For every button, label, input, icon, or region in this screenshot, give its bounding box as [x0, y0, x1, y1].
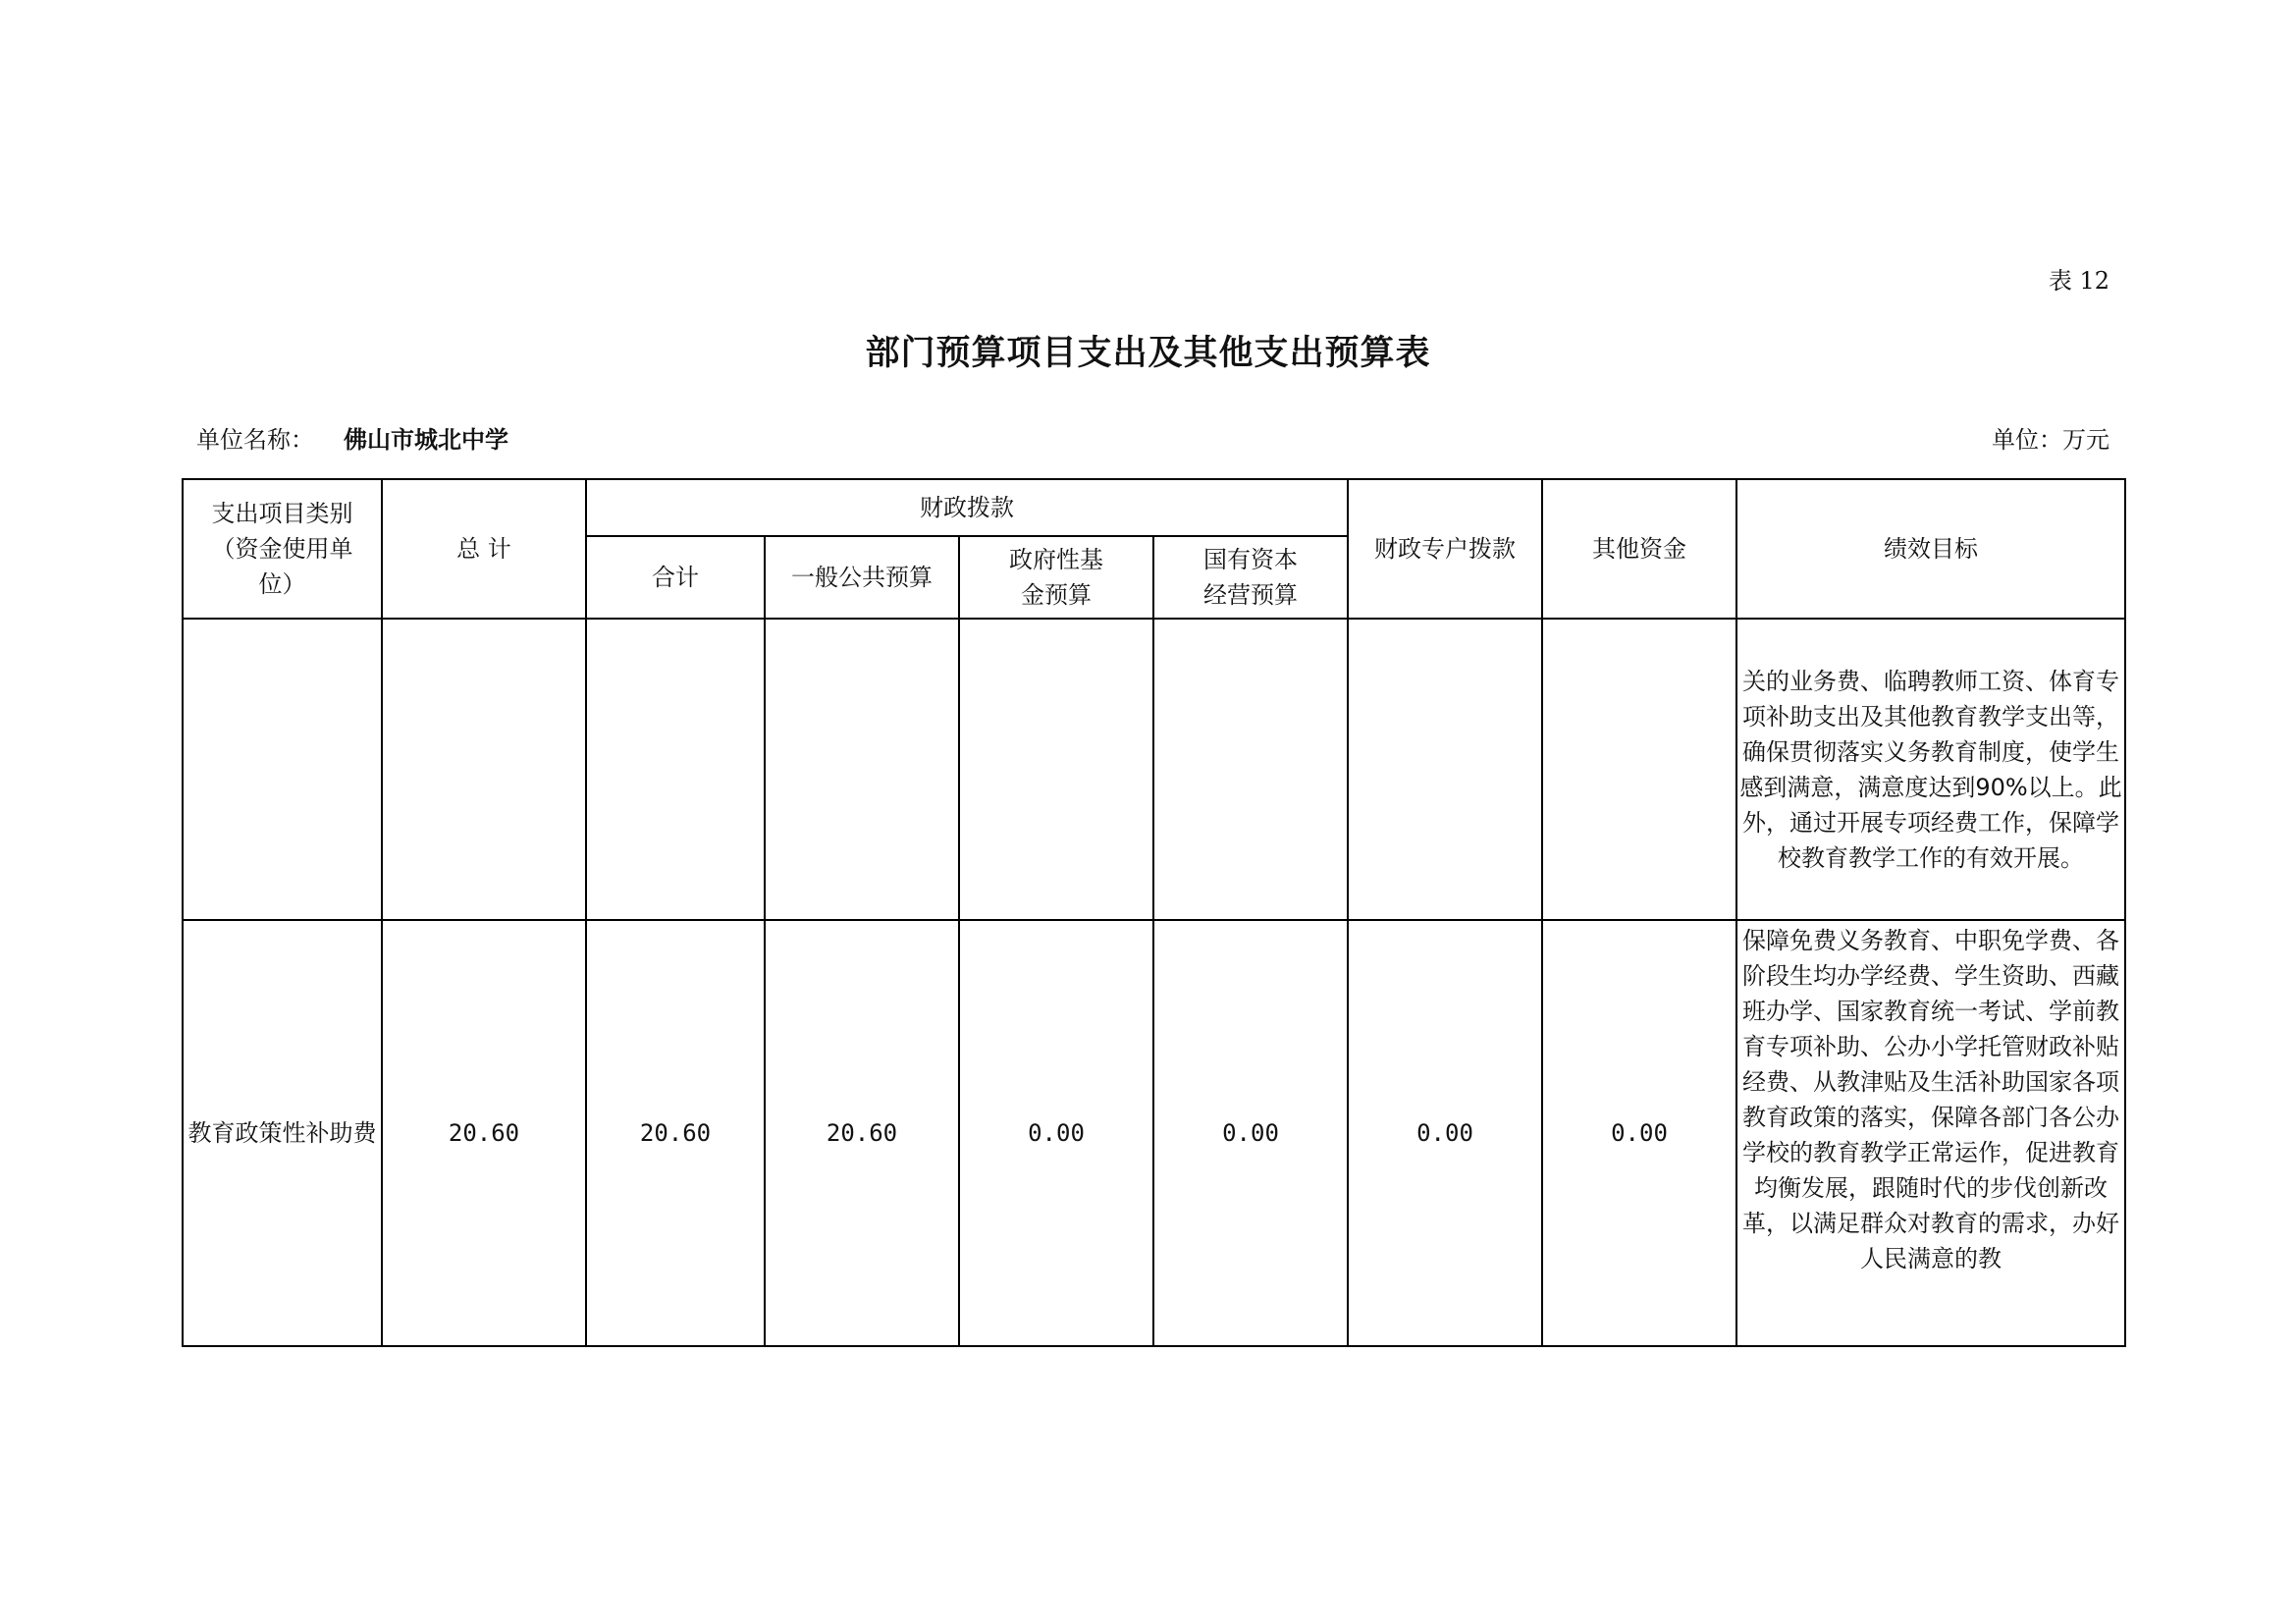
header-row-1 — [183, 479, 2125, 536]
header-performance-goal: 绩效目标 — [1736, 479, 2125, 619]
cell-other-funds — [1542, 619, 1736, 920]
header-total: 总 计 — [382, 479, 586, 619]
currency-unit: 单位：万元 — [1992, 426, 2109, 454]
cell-performance-goal: 关的业务费、临聘教师工资、体育专项补助支出及其他教育教学支出等，确保贯彻落实义务教育制度，使学生感到满意，满意度达到90%以上。此外，通过开展专项经费工作，保障学校教育教学工作的有效开展。 — [1736, 619, 2125, 920]
unit-label: 单位名称： — [196, 426, 314, 454]
budget-table — [182, 478, 2126, 1347]
header-state-capital-budget: 国有资本经营预算 — [1153, 536, 1348, 619]
table-row — [183, 920, 2125, 1346]
header-category: 支出项目类别（资金使用单位） — [183, 479, 382, 619]
cell-other-funds: 0.00 — [1542, 920, 1736, 1346]
header-general-budget: 一般公共预算 — [765, 536, 959, 619]
header-fiscal: 财政拨款 — [586, 479, 1348, 536]
cell-fiscal-sum — [586, 619, 765, 920]
table-number: 表 12 — [2048, 267, 2109, 295]
table-row — [183, 619, 2125, 920]
unit-name: 佛山市城北中学 — [344, 426, 508, 454]
cell-category: 教育政策性补助费 — [183, 920, 382, 1346]
cell-general-budget — [765, 619, 959, 920]
performance-goal-text: 保障免费义务教育、中职免学费、各阶段生均办学经费、学生资助、西藏班办学、国家教育统一考试、学前教育专项补助、公办小学托管财政补贴经费、从教津贴及生活补助国家各项教育政策的落实，保障各部门各公办学校的教育教学正常运作，促进教育均衡发展，跟随时代的步伐创新改革，以满足群众对教育的需求，办好人民满意的教 — [1742, 927, 2119, 1272]
header-gov-fund-budget: 政府性基金预算 — [959, 536, 1153, 619]
page-title: 部门预算项目支出及其他支出预算表 — [865, 333, 1431, 373]
cell-special-account: 0.00 — [1348, 920, 1542, 1346]
cell-general-budget: 20.60 — [765, 920, 959, 1346]
cell-special-account — [1348, 619, 1542, 920]
cell-gov-fund-budget — [959, 619, 1153, 920]
cell-category — [183, 619, 382, 920]
cell-fiscal-sum: 20.60 — [586, 920, 765, 1346]
cell-performance-goal — [1736, 920, 2125, 1346]
cell-total: 20.60 — [382, 920, 586, 1346]
cell-state-capital-budget: 0.00 — [1153, 920, 1348, 1346]
cell-total — [382, 619, 586, 920]
header-fiscal-sum: 合计 — [586, 536, 765, 619]
header-special-account: 财政专户拨款 — [1348, 479, 1542, 619]
unit-info — [196, 420, 508, 455]
cell-gov-fund-budget: 0.00 — [959, 920, 1153, 1346]
header-other-funds: 其他资金 — [1542, 479, 1736, 619]
cell-state-capital-budget — [1153, 619, 1348, 920]
